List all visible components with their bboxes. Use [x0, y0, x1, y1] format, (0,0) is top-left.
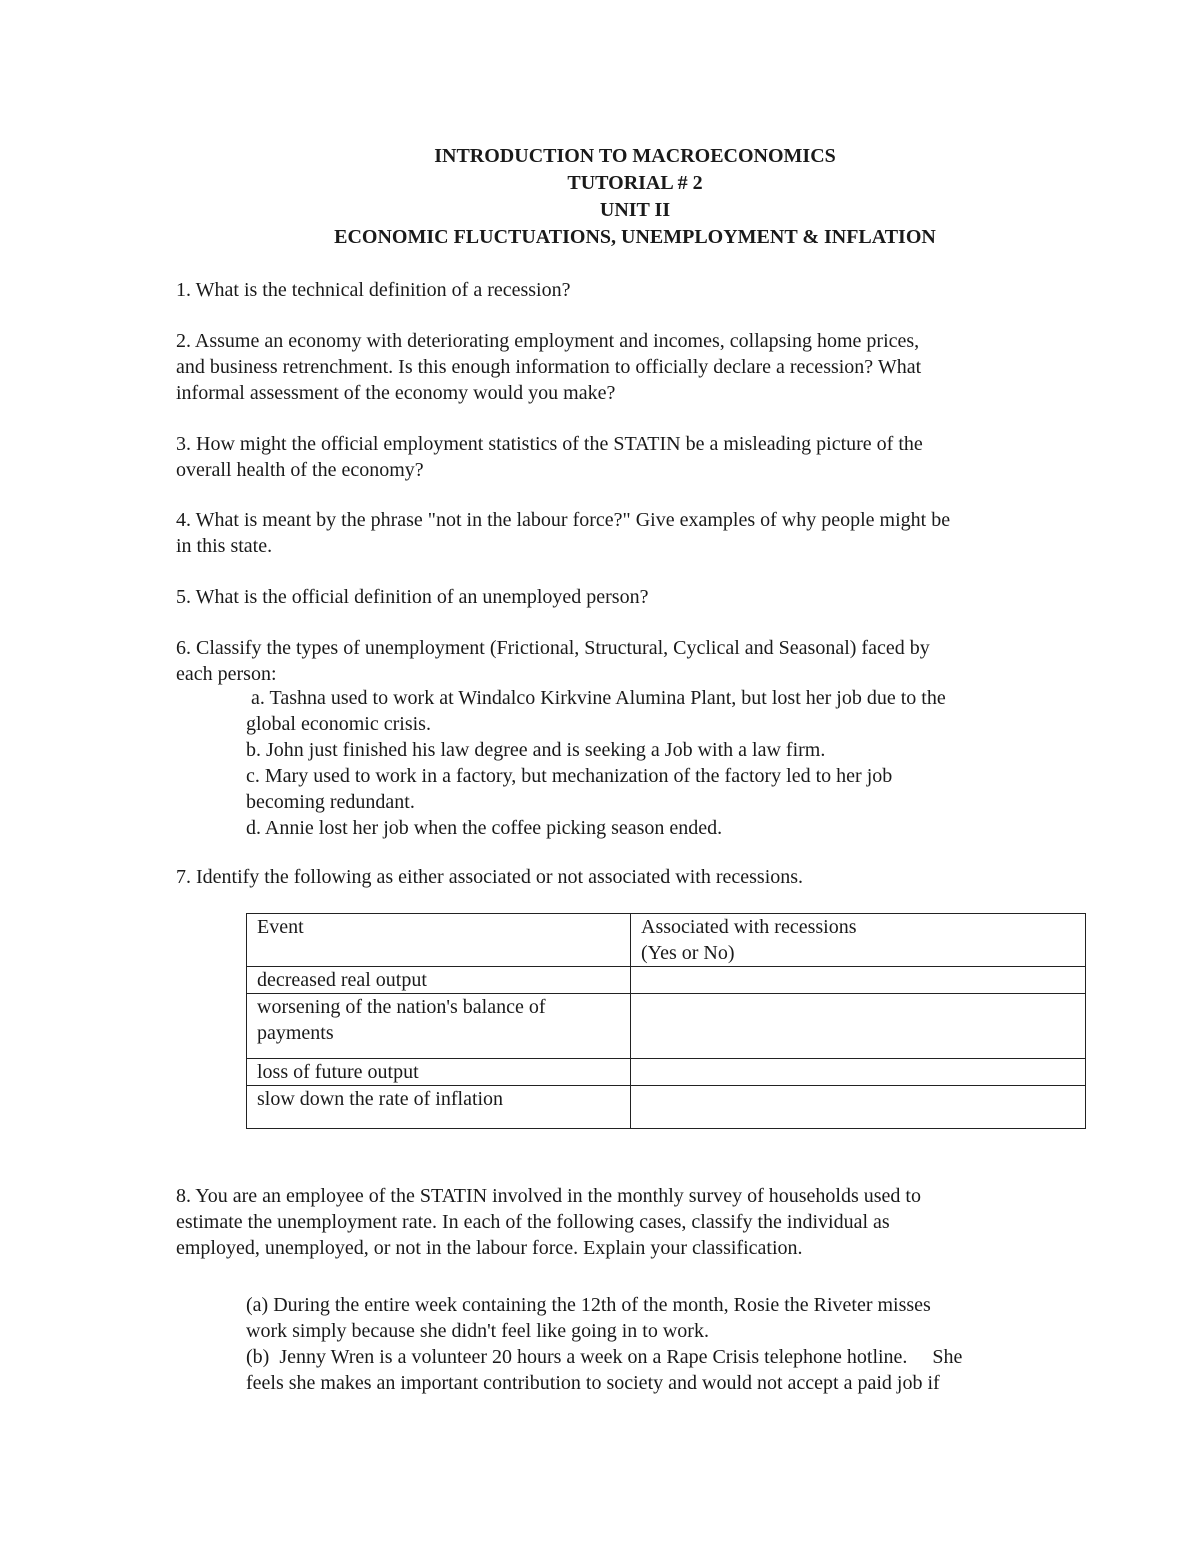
list-item: b. John just finished his law degree and is seeking a Job with a law firm.	[246, 739, 826, 761]
question-1	[176, 277, 1106, 303]
list-item: global economic crisis.	[246, 713, 431, 735]
unit-topic: ECONOMIC FLUCTUATIONS, UNEMPLOYMENT & INFLATION	[334, 226, 936, 248]
question-5	[176, 584, 1106, 610]
question-text: 3. How might the official employment statistics of the STATIN be a misleading picture of the	[176, 433, 923, 455]
question-4	[176, 507, 1106, 559]
list-item: (b) Jenny Wren is a volunteer 20 hours a week on a Rape Crisis telephone hotline. She	[246, 1346, 963, 1368]
question-text: 5. What is the official definition of an unemployed person?	[176, 586, 649, 608]
table-header-row	[247, 914, 1086, 967]
question-text: 6. Classify the types of unemployment (Frictional, Structural, Cyclical and Seasonal) faced by	[176, 637, 930, 659]
list-item: (a) During the entire week containing the 12th of the month, Rosie the Riveter misses	[246, 1294, 931, 1316]
table-cell-event: slow down the rate of inflation	[247, 1086, 631, 1129]
unit-label: UNIT II	[599, 199, 671, 221]
question-text: each person:	[176, 663, 277, 685]
table-cell-answer	[631, 994, 1086, 1059]
table-cell-answer	[631, 1086, 1086, 1129]
question-text: 1. What is the technical definition of a recession?	[176, 279, 571, 301]
question-6	[176, 635, 1106, 687]
table-cell-answer	[631, 1059, 1086, 1086]
question-text: informal assessment of the economy would you make?	[176, 382, 616, 404]
question-text: overall health of the economy?	[176, 459, 424, 481]
question-7	[176, 864, 1106, 890]
question-text: employed, unemployed, or not in the labour force. Explain your classification.	[176, 1237, 803, 1259]
question-8	[176, 1183, 1106, 1261]
list-item: d. Annie lost her job when the coffee picking season ended.	[246, 817, 723, 839]
table-row	[247, 994, 1086, 1059]
question-3	[176, 431, 1106, 483]
table-row	[247, 967, 1086, 994]
table-cell-event: decreased real output	[247, 967, 631, 994]
recession-events-table	[246, 913, 1086, 1129]
question-6-items	[246, 685, 1106, 841]
list-item: feels she makes an important contribution to society and would not accept a paid job if	[246, 1372, 940, 1394]
question-8-items	[246, 1292, 1106, 1396]
list-item: work simply because she didn't feel like going in to work.	[246, 1320, 709, 1342]
table-header-associated: Associated with recessions (Yes or No)	[631, 914, 1086, 967]
table-row	[247, 1059, 1086, 1086]
course-title: INTRODUCTION TO MACROECONOMICS	[434, 145, 836, 167]
list-item: becoming redundant.	[246, 791, 415, 813]
table-header-event: Event	[247, 914, 631, 967]
table-row	[247, 1086, 1086, 1129]
question-2	[176, 328, 1106, 406]
question-text: 7. Identify the following as either associated or not associated with recessions.	[176, 866, 804, 888]
table-cell-answer	[631, 967, 1086, 994]
document-header	[0, 143, 1200, 251]
list-item: c. Mary used to work in a factory, but mechanization of the factory led to her job	[246, 765, 893, 787]
question-text: 4. What is meant by the phrase "not in the labour force?" Give examples of why people might be	[176, 509, 951, 531]
question-text: and business retrenchment. Is this enough information to officially declare a recession? What	[176, 356, 922, 378]
question-text: estimate the unemployment rate. In each of the following cases, classify the individual as	[176, 1211, 890, 1233]
question-text: in this state.	[176, 535, 273, 557]
list-item: a. Tashna used to work at Windalco Kirkvine Alumina Plant, but lost her job due to the	[246, 687, 946, 709]
table-cell-event: loss of future output	[247, 1059, 631, 1086]
question-text: 2. Assume an economy with deteriorating employment and incomes, collapsing home prices,	[176, 330, 920, 352]
tutorial-number: TUTORIAL # 2	[567, 172, 703, 194]
question-text: 8. You are an employee of the STATIN involved in the monthly survey of households used to	[176, 1185, 921, 1207]
table-cell-event: worsening of the nation's balance of payments	[247, 994, 631, 1059]
